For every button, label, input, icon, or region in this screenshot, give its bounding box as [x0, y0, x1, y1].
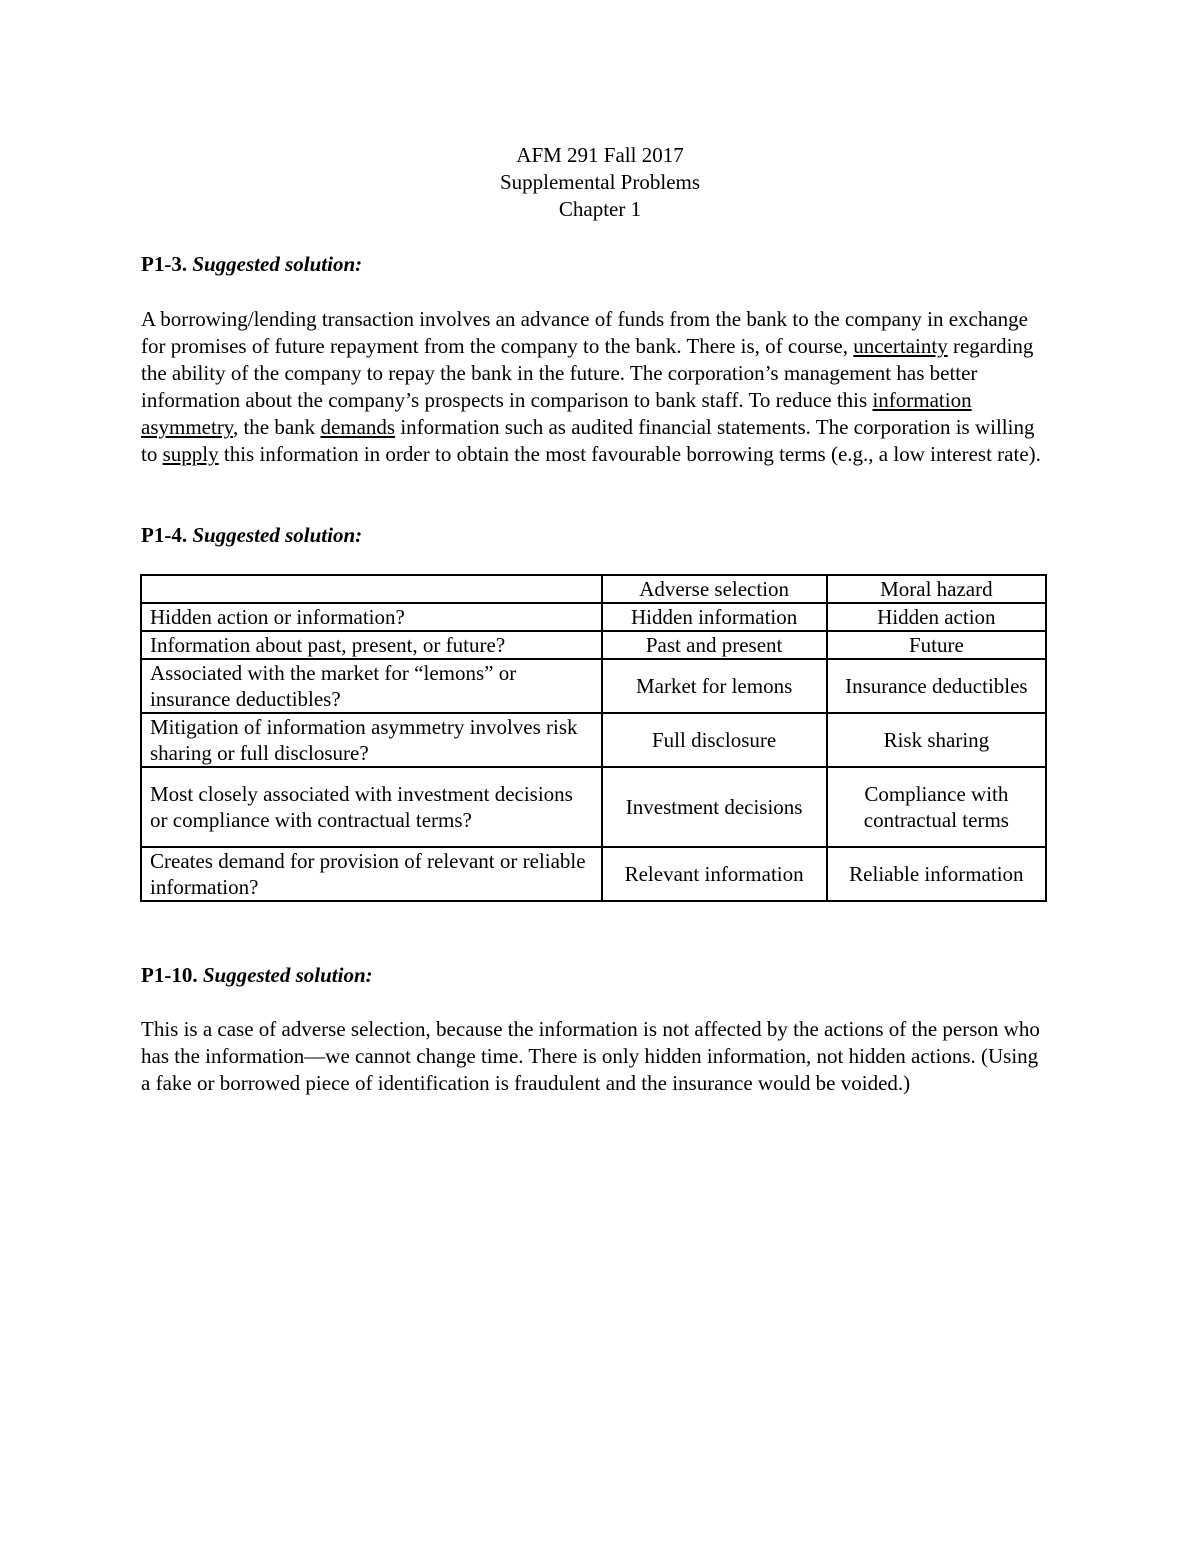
table-cell: Insurance deductibles [827, 659, 1046, 713]
underlined-term: information asymmetry [141, 388, 972, 439]
table-cell: Hidden action [827, 603, 1046, 631]
problem-subheading: Suggested solution: [192, 252, 363, 276]
table-row [141, 631, 1046, 659]
table-header-cell: Adverse selection [602, 575, 827, 603]
course-title: AFM 291 Fall 2017 [516, 143, 684, 167]
table-cell: Compliance with contractual terms [827, 767, 1046, 847]
text-run: A borrowing/lending transaction involves an advance of funds from the bank to the company in exchange for promises of future repayment from the company to the bank. There is, of course, [141, 307, 1029, 358]
table-cell: Past and present [602, 631, 827, 659]
text-run: regarding the ability of the company to repay the bank in the future. The corporation’s management has better information about the company’s prospects in comparison to bank staff. To reduce this [141, 334, 1034, 412]
table-header-row [141, 575, 1046, 603]
table-row [141, 713, 1046, 767]
problem-number: P1-3. [141, 252, 188, 276]
text-run: information such as audited financial statements. The corporation is willing to [141, 415, 1035, 466]
table-cell: Most closely associated with investment decisions or compliance with contractual terms? [141, 767, 602, 847]
problem-number: P1-4. [141, 523, 188, 547]
table-cell: Hidden action or information? [141, 603, 602, 631]
problem-number: P1-10. [141, 963, 198, 987]
table-cell: Relevant information [602, 847, 827, 901]
problem-heading-p1-10 [141, 962, 373, 989]
table-cell: Full disclosure [602, 713, 827, 767]
table-cell: Associated with the market for “lemons” or insurance deductibles? [141, 659, 602, 713]
chapter-label: Chapter 1 [558, 197, 642, 221]
table-cell: Risk sharing [827, 713, 1046, 767]
table-header-cell: Moral hazard [827, 575, 1046, 603]
table-header-cell [141, 575, 602, 603]
table-cell: Information about past, present, or future? [141, 631, 602, 659]
document-subtitle: Supplemental Problems [499, 170, 701, 194]
table-cell: Future [827, 631, 1046, 659]
table-cell: Creates demand for provision of relevant or reliable information? [141, 847, 602, 901]
problem-subheading: Suggested solution: [202, 963, 373, 987]
problem-heading-p1-4 [141, 522, 362, 549]
table-cell: Investment decisions [602, 767, 827, 847]
table-cell: Reliable information [827, 847, 1046, 901]
text-run: this information in order to obtain the most favourable borrowing terms (e.g., a low interest rate). [218, 442, 1041, 466]
text-run: , the bank [232, 415, 321, 439]
table-cell: Hidden information [602, 603, 827, 631]
table-row [141, 659, 1046, 713]
table-cell: Mitigation of information asymmetry involves risk sharing or full disclosure? [141, 713, 602, 767]
table-cell: Market for lemons [602, 659, 827, 713]
problem-heading-p1-3 [141, 251, 362, 278]
underlined-term: demands [320, 415, 396, 439]
document-title-block [0, 142, 1200, 223]
problem-subheading: Suggested solution: [192, 523, 363, 547]
table-row [141, 847, 1046, 901]
underlined-term: supply [162, 442, 219, 466]
p1-3-solution-paragraph [141, 306, 1051, 468]
table-row [141, 603, 1046, 631]
table-row [141, 767, 1046, 847]
comparison-table [140, 574, 1047, 902]
p1-10-solution-paragraph: This is a case of adverse selection, because the information is not affected by the actions of the person who has the information—we cannot change time. There is only hidden information, not hidden actions. (Using a fake or borrowed piece of identification is fraudulent and the insurance would be voided.) [141, 1017, 1040, 1095]
underlined-term: uncertainty [853, 334, 948, 358]
